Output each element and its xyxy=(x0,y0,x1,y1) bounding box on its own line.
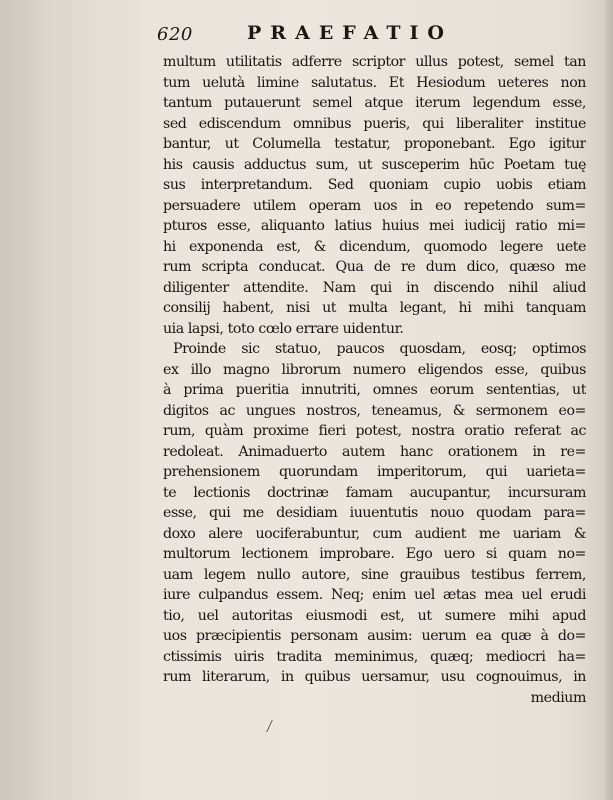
text-line: tantum putauerunt semel atque iterum legendum esse, xyxy=(163,95,586,111)
stray-ink-mark xyxy=(266,720,278,732)
text-line: pturos esse, aliquanto latius huius mei iudicij ratio mi= xyxy=(163,218,586,234)
text-line: uia lapsi, toto cœlo errare uidentur. xyxy=(163,320,404,337)
page-number: 620 xyxy=(157,24,193,45)
text-line-catchword: medium xyxy=(530,689,586,706)
text-line: persuadere utilem operam uos in eo repetendo sum= xyxy=(163,197,586,214)
text-line: uos præcipientis personam ausim: uerum ea quæ à do= xyxy=(163,628,586,644)
text-line: digitos ac ungues nostros, teneamus, & sermonem eo= xyxy=(163,402,586,419)
text-line: prehensionem quorundam imperitorum, qui uarieta= xyxy=(163,464,586,480)
text-line: bantur, ut Columella testatur, proponebant. Ego igitur xyxy=(163,136,586,152)
text-line: ex illo magno librorum numero eligendos esse, quibus xyxy=(163,361,586,378)
text-line: multum utilitatis adferre scriptor ullus potest, semel tan xyxy=(163,54,586,70)
text-line: rum scripta conducat. Qua de re dum dico, quæso me xyxy=(163,259,586,275)
text-line: diligenter attendite. Nam qui in discendo nihil aliud xyxy=(163,279,586,296)
page-gutter-shadow xyxy=(0,0,150,800)
text-line: rum, quàm proxime fieri potest, nostra oratio referat ac xyxy=(163,423,586,439)
text-line: sus interpretandum. Sed quoniam cupio uobis etiam xyxy=(163,177,586,193)
text-line: rum literarum, in quibus uersamur, usu cognouimus, in xyxy=(163,669,586,685)
running-head: PRAEFATIO xyxy=(247,22,453,44)
text-line: Proinde sic statuo, paucos quosdam, eosq; optimos xyxy=(173,341,586,357)
text-line: à prima pueritia innutriti, omnes eorum sententias, ut xyxy=(163,382,586,398)
text-line: redoleat. Animaduerto autem hanc orationem in re= xyxy=(163,443,586,460)
text-line: tum uelutà limine salutatus. Et Hesiodum ueteres non xyxy=(163,74,586,91)
page-header xyxy=(157,20,597,48)
text-line: doxo alere uociferabuntur, cum audient me uariam & xyxy=(163,525,586,542)
text-line: ctissimis uiris tradita meminimus, quæq; mediocri ha= xyxy=(163,648,586,665)
text-line: esse, qui me desidiam iuuentutis nouo quodam para= xyxy=(163,505,586,521)
text-line: uam legem nullo autore, sine grauibus testibus ferrem, xyxy=(163,566,586,583)
text-line: sed ediscendum omnibus pueris, qui liberaliter institue xyxy=(163,115,586,132)
text-line: tio, uel autoritas eiusmodi est, ut sumere mihi apud xyxy=(163,607,586,624)
text-line: te lectionis doctrinæ famam aucupantur, incursuram xyxy=(163,484,586,501)
text-line: consilij habent, nisi ut multa legant, hi mihi tanquam xyxy=(163,300,586,316)
body-text xyxy=(163,52,586,708)
text-line: multorum lectionem improbare. Ego uero si quam no= xyxy=(163,546,586,562)
text-line: his causis adductus sum, ut susceperim hūc Poetam tuę xyxy=(163,156,586,173)
text-line: iure culpandus essem. Neq; enim uel ætas mea uel erudi xyxy=(163,587,586,603)
text-line: hi exponenda est, & dicendum, quomodo legere uete xyxy=(163,238,586,255)
